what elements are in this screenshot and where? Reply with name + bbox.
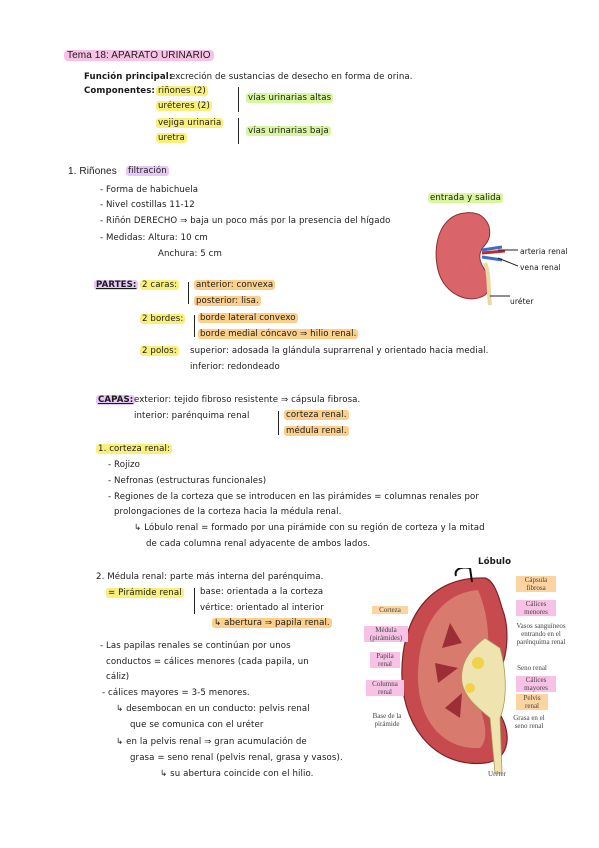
- medula-line: grasa = seno renal (pelvis renal, grasa y vasos).: [130, 753, 343, 763]
- vias-altas: [246, 93, 333, 104]
- fig1-arteria: arteria renal: [520, 247, 568, 256]
- polos-label-text: 2 polos:: [142, 346, 177, 356]
- corteza-title-text: 1. corteza renal:: [98, 444, 170, 454]
- label-base-piramide: Base de la pirámide: [372, 712, 402, 728]
- label-seno: Seno renal: [517, 664, 547, 672]
- exterior: exterior: tejido fibroso resistente ⇒ cápsula fibrosa.: [134, 395, 361, 405]
- funcion-label: Función principal:: [84, 72, 173, 82]
- bullet: - Medidas: Altura: 10 cm: [100, 233, 208, 243]
- fig2-lobulo: Lóbulo: [478, 557, 512, 567]
- caras-label: [140, 280, 179, 291]
- page-title-text: Tema 18: APARATO URINARIO: [64, 50, 214, 61]
- brace: [194, 588, 195, 614]
- bullet: - Riñón DERECHO ⇒ baja un poco más por la presencia del hígado: [100, 216, 391, 226]
- label-corteza: Corteza: [372, 606, 408, 614]
- borde-medial: [198, 329, 358, 340]
- page-title: [64, 50, 214, 61]
- brace: [238, 87, 239, 112]
- corteza-line: de cada columna renal adyacente de ambos lados.: [146, 539, 371, 549]
- label-vasos: Vasos sanguíneos entrando en el parénquima renal: [516, 622, 566, 646]
- polos-label: [140, 346, 179, 357]
- medula-line: ↳ desembocan en un conducto: pelvis renal: [116, 704, 310, 714]
- posterior-text: posterior: lisa.: [196, 296, 259, 306]
- label-grasa: Grasa en el seno renal: [513, 714, 545, 730]
- funcion-text: excreción de sustancias de desecho en forma de orina.: [170, 72, 413, 82]
- bordes-label: [140, 314, 185, 325]
- corteza-title: [96, 444, 172, 455]
- medula-line: ↳ su abertura coincide con el hilio.: [160, 769, 314, 779]
- bullet: Anchura: 5 cm: [158, 249, 222, 259]
- partes-label-text: PARTES:: [96, 280, 137, 290]
- vias-baja-text: vías urinarias baja: [248, 126, 329, 136]
- medula-line: que se comunica con el uréter: [130, 720, 264, 730]
- vias-altas-text: vías urinarias altas: [248, 93, 332, 103]
- label-papila: Papila renal: [370, 652, 400, 668]
- corteza-line: - Rojizo: [108, 460, 141, 470]
- label-capsula: Cápsula fibrosa: [516, 576, 556, 592]
- capas-label: [96, 395, 135, 406]
- componente-item: [156, 118, 223, 129]
- superior: superior: adosada la glándula suprarrenal y orientado hacia medial.: [190, 346, 489, 356]
- partes-label: [94, 280, 138, 291]
- section-title: 1. Riñones: [68, 166, 117, 177]
- capas-label-text: CAPAS:: [98, 395, 134, 405]
- interior-label: interior: parénquima renal: [134, 411, 250, 421]
- abertura-text: ↳ abertura ⇒ papila renal.: [214, 618, 330, 628]
- label-calices-menores: Cálices menores: [516, 600, 556, 616]
- medula-line: cáliz): [106, 672, 130, 682]
- fig1-vena: vena renal: [520, 263, 561, 272]
- medula-item: [284, 426, 349, 437]
- componentes-label: Componentes:: [84, 86, 155, 96]
- bullet: - Forma de habichuela: [100, 185, 199, 195]
- item-text: riñones (2): [158, 86, 206, 96]
- label-columna: Columna renal: [366, 680, 404, 696]
- arrow-lines: [478, 244, 518, 304]
- section-tag-text: filtración: [128, 166, 167, 176]
- medula-line: conductos = cálices menores (cada papila, un: [106, 657, 309, 667]
- corteza-item: [284, 410, 349, 421]
- label-calices-mayores: Cálices mayores: [516, 676, 556, 692]
- label-ureter: Uréter: [488, 770, 506, 778]
- label-medula: Médula (pirámides): [364, 626, 408, 642]
- borde-lateral: [198, 313, 298, 324]
- bullet: - Nivel costillas 11-12: [100, 200, 195, 210]
- medula-item-text: médula renal.: [286, 426, 347, 436]
- medula-line: - cálices mayores = 3-5 menores.: [102, 688, 250, 698]
- fig1-ureter: uréter: [510, 297, 534, 306]
- brace: [188, 282, 189, 304]
- posterior: [194, 296, 261, 307]
- brace: [238, 118, 239, 144]
- fig1-title: [428, 193, 503, 204]
- componente-item: [156, 101, 212, 112]
- section-tag: [126, 166, 169, 177]
- caras-label-text: 2 caras:: [142, 280, 178, 290]
- brace: [194, 315, 195, 337]
- piramide-label-text: = Pirámide renal: [108, 588, 182, 598]
- componente-item: [156, 86, 208, 97]
- base: base: orientada a la corteza: [200, 587, 324, 597]
- anterior-text: anterior: convexa: [196, 280, 274, 290]
- fig1-title-text: entrada y salida: [430, 193, 502, 203]
- vias-baja: [246, 126, 331, 137]
- componente-item: [156, 133, 187, 144]
- anterior: [194, 280, 275, 291]
- medula-line: ↳ en la pelvis renal ⇒ gran acumulación de: [116, 737, 307, 747]
- corteza-line: prolongaciones de la corteza hacia la médula renal.: [114, 507, 342, 517]
- item-text: vejiga urinaria: [158, 118, 222, 128]
- medula-line: - Las papilas renales se continúan por unos: [100, 641, 291, 651]
- vertice: vértice: orientado al interior: [200, 603, 324, 613]
- piramide-label: [106, 588, 184, 599]
- inferior: inferior: redondeado: [190, 362, 280, 372]
- corteza-item-text: corteza renal.: [286, 410, 347, 420]
- bordes-label-text: 2 bordes:: [142, 314, 184, 324]
- item-text: uréteres (2): [158, 101, 210, 111]
- corteza-line: - Nefronas (estructuras funcionales): [108, 476, 267, 486]
- item-text: uretra: [158, 133, 185, 143]
- label-pelvis: Pelvis renal: [516, 694, 548, 710]
- borde-lateral-text: borde lateral convexo: [200, 313, 296, 323]
- medula-title: 2. Médula renal: parte más interna del parénquima.: [96, 572, 324, 582]
- borde-medial-text: borde medial cóncavo ⇒ hilio renal.: [200, 329, 357, 339]
- corteza-line: - Regiones de la corteza que se introducen en las pirámides = columnas renales por: [108, 492, 479, 502]
- corteza-line: ↳ Lóbulo renal = formado por una pirámide con su región de corteza y la mitad: [134, 523, 485, 533]
- brace: [278, 411, 279, 435]
- abertura: [212, 618, 332, 629]
